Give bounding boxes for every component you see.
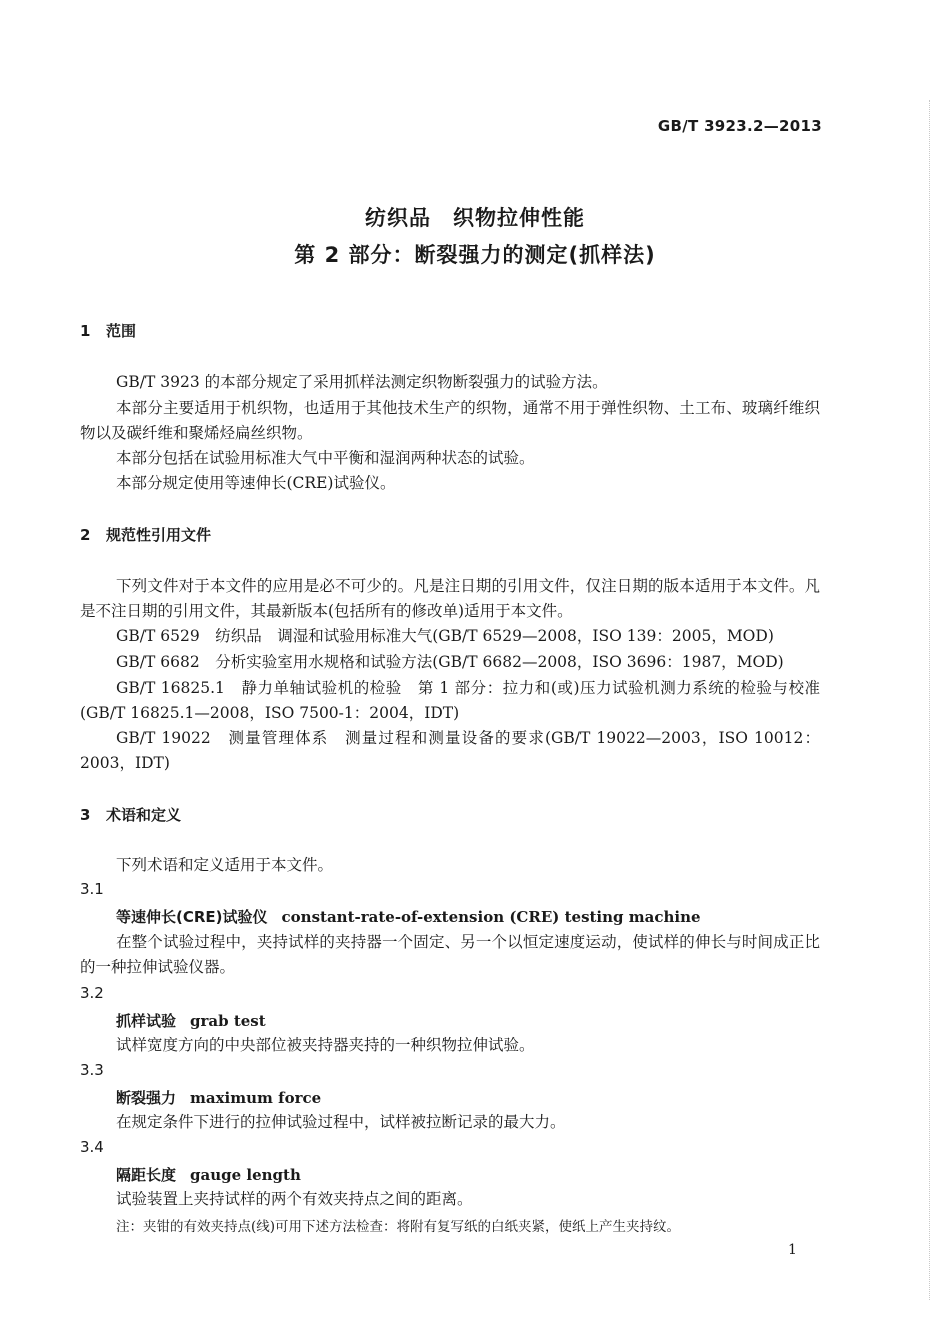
- section-number: 3: [80, 806, 91, 824]
- document-title-line2: 第 2 部分：断裂强力的测定(抓样法): [294, 243, 656, 267]
- term-en: grab test: [190, 1012, 266, 1030]
- section-title: 范围: [106, 322, 137, 340]
- term-zh: 隔距长度: [116, 1166, 177, 1184]
- term-zh: 断裂强力: [116, 1089, 177, 1107]
- term-definition: 在整个试验过程中，夹持试样的夹持器一个固定、另一个以恒定速度运动，使试样的伸长与时间成正比的一种拉伸试验仪器。: [80, 933, 820, 976]
- paragraph: 下列文件对于本文件的应用是必不可少的。凡是注日期的引用文件，仅注日期的版本适用于本文件。凡是不注日期的引用文件，其最新版本(包括所有的修改单)适用于本文件。: [80, 577, 820, 620]
- section-heading-normative-references: [80, 524, 211, 545]
- paragraph: 下列术语和定义适用于本文件。: [116, 856, 334, 874]
- term-definition: 在规定条件下进行的拉伸试验过程中，试样被拉断记录的最大力。: [116, 1113, 566, 1131]
- paragraph: 本部分主要适用于机织物，也适用于其他技术生产的织物，通常不用于弹性织物、土工布、玻璃纤维织物以及碳纤维和聚烯烃扁丝织物。: [80, 399, 820, 442]
- reference-item: GB/T 16825.1 静力单轴试验机的检验 第 1 部分：拉力和(或)压力试验机测力系统的检验与校准(GB/T 16825.1—2008，ISO 7500-1：2004，IDT): [80, 679, 820, 722]
- section-number: 1: [80, 322, 91, 340]
- term-en: constant-rate-of-extension (CRE) testing machine: [281, 908, 701, 926]
- term-zh: 等速伸长(CRE)试验仪: [116, 908, 268, 926]
- term-number: 3.2: [80, 984, 104, 1002]
- term-heading: [116, 1087, 321, 1108]
- term-zh: 抓样试验: [116, 1012, 177, 1030]
- term-number: 3.3: [80, 1061, 104, 1079]
- section-title: 规范性引用文件: [106, 526, 212, 544]
- section-heading-scope: [80, 320, 136, 341]
- section-number: 2: [80, 526, 91, 544]
- page-number: 1: [788, 1242, 797, 1258]
- term-heading: [116, 1164, 301, 1185]
- section-title: 术语和定义: [106, 806, 182, 824]
- term-heading: [116, 1010, 266, 1031]
- term-definition: 试样宽度方向的中央部位被夹持器夹持的一种织物拉伸试验。: [116, 1036, 535, 1054]
- term-heading: [116, 906, 701, 927]
- paragraph: 本部分包括在试验用标准大气中平衡和湿润两种状态的试验。: [116, 449, 535, 467]
- reference-item: GB/T 19022 测量管理体系 测量过程和测量设备的要求(GB/T 19022—2003，ISO 10012：2003，IDT): [80, 729, 820, 772]
- section-heading-terms: [80, 804, 181, 825]
- term-number: 3.4: [80, 1138, 104, 1156]
- term-definition: 试验装置上夹持试样的两个有效夹持点之间的距离。: [116, 1190, 473, 1208]
- reference-item: GB/T 6682 分析实验室用水规格和试验方法(GB/T 6682—2008，ISO 3696：1987，MOD): [116, 653, 784, 671]
- note: 注：夹钳的有效夹持点(线)可用下述方法检查：将附有复写纸的白纸夹紧，使纸上产生夹持纹。: [116, 1219, 681, 1235]
- scan-edge-divider: [928, 100, 930, 1300]
- term-en: maximum force: [190, 1089, 322, 1107]
- term-number: 3.1: [80, 880, 104, 898]
- standard-code: GB/T 3923.2—2013: [657, 117, 822, 135]
- term-en: gauge length: [190, 1166, 301, 1184]
- paragraph: 本部分规定使用等速伸长(CRE)试验仪。: [116, 474, 396, 492]
- paragraph: GB/T 3923 的本部分规定了采用抓样法测定织物断裂强力的试验方法。: [116, 373, 608, 391]
- document-title-line1: 纺织品 织物拉伸性能: [365, 206, 585, 230]
- reference-item: GB/T 6529 纺织品 调湿和试验用标准大气(GB/T 6529—2008，ISO 139：2005，MOD): [116, 627, 774, 645]
